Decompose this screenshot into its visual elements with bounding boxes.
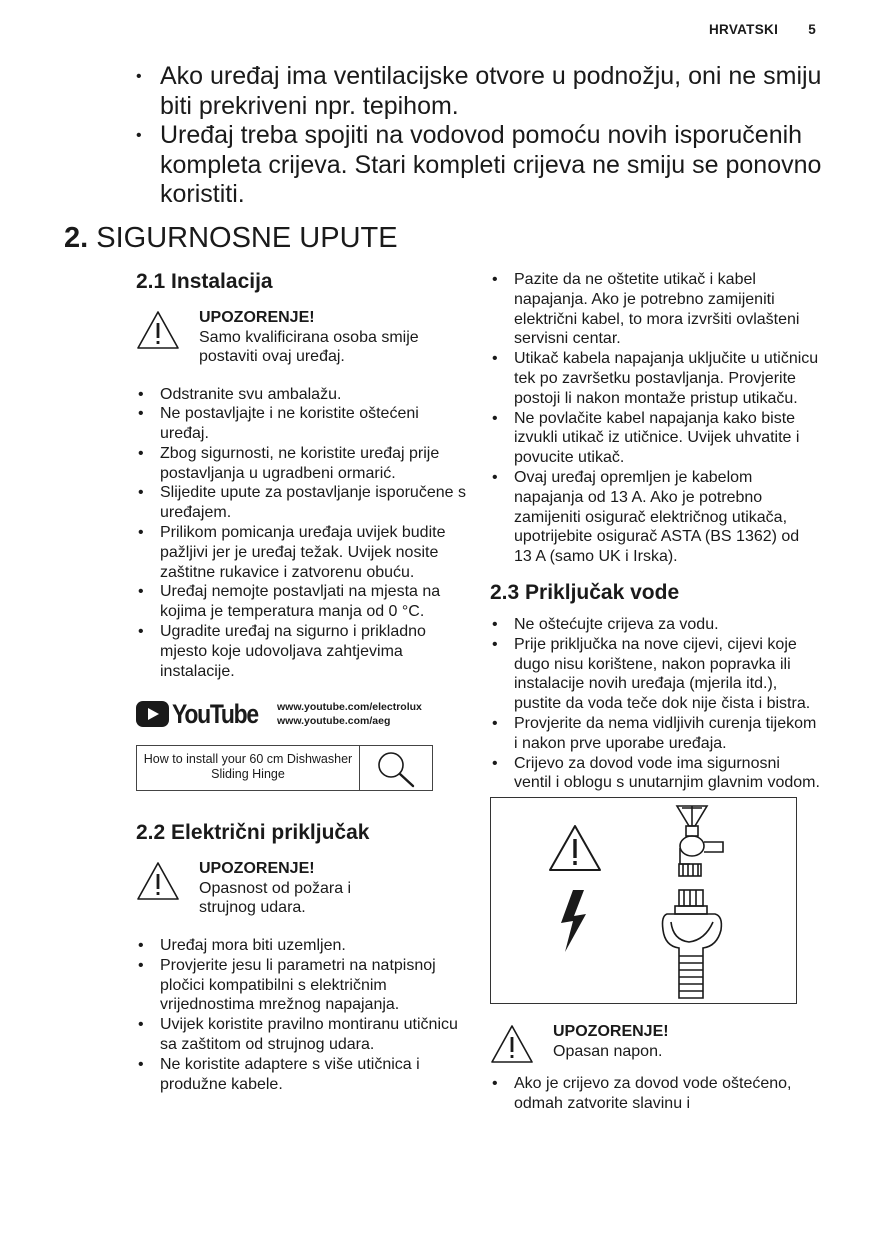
section-title [64, 222, 398, 255]
warning-box [490, 1022, 820, 1064]
page-header [709, 22, 816, 37]
warning-title: UPOZORENJE! [553, 1023, 669, 1041]
warning-triangle-icon [136, 861, 180, 901]
list-item: • Prije priključka na nove cijevi, cijevi koje dugo nisu korištene, nakon popravka ili instalacije novih uređaja (mjerila itd.), pustite da voda teče dok nije čista i bistra. [490, 635, 820, 714]
list-item: • Pazite da ne oštetite utikač i kabel napajanja. Ako je potrebno zamijeniti električni kabel, to mora izvršiti ovlašteni servisni centar. [490, 270, 820, 349]
warning-box [136, 308, 466, 367]
youtube-urls [277, 700, 422, 728]
warning-box [136, 859, 466, 918]
list-item: • Ne oštećujte crijeva za vodu. [490, 615, 820, 635]
warning-text-block [553, 1022, 753, 1061]
warning-triangle-icon [490, 1024, 534, 1064]
subsection-title: Instalacija [171, 270, 273, 293]
section-number: 2. [64, 222, 89, 254]
water-list-continued [490, 1074, 820, 1114]
page-number: 5 [808, 22, 816, 37]
list-item: • Provjerite jesu li parametri na natpisnoj pločici kompatibilni s električnim vrijednostima mrežnog napajanja. [136, 956, 466, 1015]
youtube-play-icon [136, 701, 169, 727]
warning-title: UPOZORENJE! [199, 860, 315, 878]
list-item: • Prilikom pomicanja uređaja uvijek budite pažljivi jer je uređaj težak. Uvijek nosite zaštitne rukavice i zatvorenu obuću. [136, 523, 466, 582]
list-item: • Ne koristite adaptere s više utičnica i produžne kabele. [136, 1055, 466, 1095]
subsection-number: 2.3 [490, 580, 520, 604]
list-item: • Zbog sigurnosti, ne koristite uređaj prije postavljanja u ugradbeni ormarić. [136, 444, 466, 484]
intro-list [136, 62, 826, 210]
warning-text: Opasnost od požara i strujnog udara. [199, 879, 352, 917]
warning-triangle-icon [136, 310, 180, 350]
left-column [136, 270, 466, 1094]
list-item: • Utikač kabela napajanja uključite u utičnicu tek po završetku postavljanja. Provjerite postoji li nakon montaže pristup utikaču. [490, 349, 820, 408]
right-column [490, 270, 820, 1114]
subsection-heading-2-2 [136, 821, 466, 845]
video-search-box[interactable] [136, 745, 433, 791]
youtube-url-aeg[interactable]: www.youtube.com/aeg [276, 715, 391, 728]
warning-text: Opasan napon. [553, 1042, 663, 1060]
youtube-wordmark: YouTube [172, 698, 258, 729]
warning-title: UPOZORENJE! [199, 309, 315, 326]
list-item: • Ugradite uređaj na sigurno i prikladno mjesto koje udovoljava zahtjevima instalacije. [136, 622, 466, 681]
youtube-links [136, 699, 466, 729]
installation-list [136, 385, 466, 682]
subsection-heading-2-3 [490, 581, 820, 605]
list-item: • Ne povlačite kabel napajanja kako biste izvukli utikač iz utičnice. Uvijek uhvatite i povucite utikač. [490, 409, 820, 468]
list-item: • Odstranite svu ambalažu. [136, 385, 466, 405]
list-item: • Slijedite upute za postavljanje isporučene s uređajem. [136, 483, 466, 523]
subsection-number: 2.2 [136, 821, 166, 845]
list-item: • Provjerite da nema vidljivih curenja tijekom i nakon prve uporabe uređaja. [490, 714, 820, 754]
video-title: How to install your 60 cm Dishwasher Sliding Hinge [137, 746, 360, 790]
list-item: • Ako uređaj ima ventilacijske otvore u podnožju, oni ne smiju biti prekriveni npr. tepihom. [136, 62, 826, 121]
warning-text-block [199, 859, 389, 918]
hose-safety-illustration [490, 797, 797, 1004]
lightning-bolt-icon [561, 890, 586, 952]
list-item: • Ako je crijevo za dovod vode oštećeno, odmah zatvorite slavinu i [490, 1074, 820, 1114]
subsection-title: Električni priključak [171, 821, 370, 845]
subsection-title: Priključak vode [525, 580, 680, 604]
language-label: HRVATSKI [708, 22, 779, 37]
water-tap-icon [677, 806, 723, 876]
warning-text-block [199, 308, 424, 367]
water-list [490, 615, 820, 793]
subsection-heading-2-1 [136, 270, 466, 294]
list-item: • Ne postavljajte i ne koristite oštećeni uređaj. [136, 404, 466, 444]
magnifier-icon[interactable] [360, 746, 432, 790]
warning-triangle-icon [550, 826, 600, 870]
youtube-logo [136, 699, 273, 730]
safety-valve-hose-icon [663, 890, 722, 998]
list-item: • Uvijek koristite pravilno montiranu utičnicu sa zaštitom od strujnog udara. [136, 1015, 466, 1055]
electrical-list [136, 936, 466, 1094]
list-item: • Uređaj mora biti uzemljen. [136, 936, 466, 956]
electrical-list-continued [490, 270, 820, 567]
list-item: • Crijevo za dovod vode ima sigurnosni ventil i oblogu s unutarnjim glavnim vodom. [490, 754, 820, 794]
subsection-number: 2.1 [136, 270, 166, 293]
list-item: • Ovaj uređaj opremljen je kabelom napajanja od 13 A. Ako je potrebno zamijeniti osigurač električnog utikača, upotrijebite osigurač ASTA (BS 1362) od 13 A (samo UK i Irska). [490, 468, 820, 567]
section-title-text: SIGURNOSNE UPUTE [96, 222, 398, 254]
warning-text: Samo kvalificirana osoba smije postaviti ovaj uređaj. [199, 328, 419, 365]
youtube-url-electrolux[interactable]: www.youtube.com/electrolux [276, 701, 422, 714]
list-item: • Uređaj nemojte postavljati na mjesta na kojima je temperatura manja od 0 °C. [136, 582, 466, 622]
list-item: • Uređaj treba spojiti na vodovod pomoću novih isporučenih kompleta crijeva. Stari kompleti crijeva ne smiju se ponovno koristiti. [136, 121, 826, 210]
